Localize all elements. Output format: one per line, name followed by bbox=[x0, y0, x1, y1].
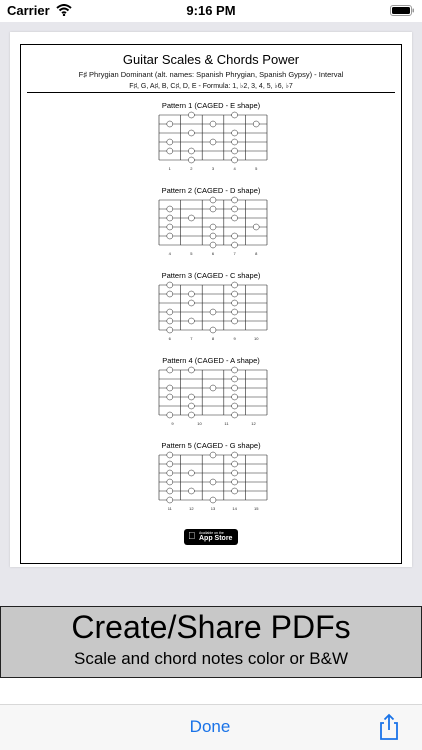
fretboard-diagram bbox=[139, 368, 289, 432]
note-marker bbox=[188, 403, 194, 409]
pattern-label: Pattern 3 (CAGED - C shape) bbox=[161, 271, 261, 280]
fret-number: 7 bbox=[190, 336, 193, 341]
note-marker bbox=[253, 121, 259, 127]
note-marker bbox=[167, 461, 173, 467]
scale-notes-formula: F♯, G, A♯, B, C♯, D, E - Formula: 1, ♭2, 3, 4, 5, ♭6, ♭7 bbox=[129, 83, 293, 90]
note-marker bbox=[210, 385, 216, 391]
note-marker bbox=[210, 139, 216, 145]
note-marker bbox=[167, 148, 173, 154]
fret-number: 12 bbox=[189, 506, 194, 511]
store-badge-text: App Store bbox=[199, 535, 233, 542]
note-marker bbox=[210, 497, 216, 503]
note-marker bbox=[210, 479, 216, 485]
banner-subtitle: Scale and chord notes color or B&W bbox=[73, 649, 349, 668]
fret-number: 3 bbox=[211, 166, 215, 171]
fret-number: 12 bbox=[251, 421, 256, 426]
note-marker bbox=[167, 385, 173, 391]
note-marker bbox=[232, 394, 238, 400]
fret-number: 6 bbox=[168, 336, 171, 341]
note-marker bbox=[188, 367, 194, 373]
fretboard-diagram bbox=[139, 283, 289, 347]
note-marker bbox=[167, 367, 173, 373]
note-marker bbox=[232, 233, 238, 239]
share-icon[interactable] bbox=[376, 713, 402, 741]
fret-number: 9 bbox=[171, 421, 174, 426]
note-marker bbox=[188, 300, 194, 306]
note-marker bbox=[167, 139, 173, 145]
note-marker bbox=[210, 452, 216, 458]
note-marker bbox=[167, 394, 173, 400]
pattern-label: Pattern 5 (CAGED - G shape) bbox=[161, 441, 261, 450]
note-marker bbox=[167, 452, 173, 458]
fret-number: 4 bbox=[233, 166, 236, 171]
clock: 9:16 PM bbox=[186, 3, 236, 18]
pattern-label: Pattern 4 (CAGED - A shape) bbox=[162, 356, 260, 365]
note-marker bbox=[167, 224, 173, 230]
fret-number: 5 bbox=[255, 166, 258, 171]
note-marker bbox=[232, 479, 238, 485]
note-marker bbox=[232, 242, 238, 248]
note-marker bbox=[253, 224, 259, 230]
note-marker bbox=[232, 470, 238, 476]
note-marker bbox=[210, 233, 216, 239]
note-marker bbox=[188, 394, 194, 400]
store-badge-small-text: Available on the bbox=[199, 531, 224, 535]
note-marker bbox=[188, 130, 194, 136]
note-marker bbox=[167, 233, 173, 239]
fret-number: 2 bbox=[190, 166, 193, 171]
fret-number: 9 bbox=[233, 336, 236, 341]
fret-number: 4 bbox=[168, 251, 171, 256]
bottom-toolbar bbox=[0, 704, 422, 750]
note-marker bbox=[232, 488, 238, 494]
note-marker bbox=[232, 385, 238, 391]
note-marker bbox=[232, 206, 238, 212]
fret-number: 1 bbox=[168, 166, 171, 171]
fret-number: 14 bbox=[232, 506, 237, 511]
note-marker bbox=[167, 497, 173, 503]
fret-number: 5 bbox=[190, 251, 193, 256]
note-marker bbox=[188, 291, 194, 297]
note-marker bbox=[232, 403, 238, 409]
fret-number: 8 bbox=[211, 336, 215, 341]
note-marker bbox=[232, 157, 238, 163]
note-marker bbox=[188, 318, 194, 324]
note-marker bbox=[210, 197, 216, 203]
fret-number: 13 bbox=[210, 506, 216, 511]
note-marker bbox=[232, 452, 238, 458]
note-marker bbox=[167, 488, 173, 494]
note-marker bbox=[232, 282, 238, 288]
note-marker bbox=[232, 130, 238, 136]
fret-number: 11 bbox=[224, 421, 229, 426]
fret-number: 10 bbox=[253, 336, 259, 341]
note-marker bbox=[188, 157, 194, 163]
status-bar bbox=[0, 0, 422, 22]
note-marker bbox=[210, 242, 216, 248]
fretboard-diagram bbox=[139, 453, 289, 517]
note-marker bbox=[232, 197, 238, 203]
fret-number: 11 bbox=[167, 506, 172, 511]
note-marker bbox=[167, 121, 173, 127]
note-marker bbox=[188, 112, 194, 118]
note-marker bbox=[232, 139, 238, 145]
fret-number: 8 bbox=[255, 251, 258, 256]
note-marker bbox=[167, 479, 173, 485]
note-marker bbox=[232, 367, 238, 373]
scale-name: F♯ Phrygian Dominant (alt. names: Spanish Phrygian, Spanish Gypsy) - Interval bbox=[78, 70, 344, 79]
done-button[interactable]: Done bbox=[189, 717, 231, 736]
note-marker bbox=[167, 215, 173, 221]
fret-number: 15 bbox=[253, 506, 259, 511]
note-marker bbox=[210, 327, 216, 333]
page-frame bbox=[20, 44, 402, 564]
carrier-label: Carrier bbox=[7, 3, 50, 18]
note-marker bbox=[188, 148, 194, 154]
apple-logo-icon bbox=[188, 531, 196, 543]
promo-banner bbox=[0, 606, 422, 678]
pdf-preview-area[interactable] bbox=[0, 22, 422, 606]
note-marker bbox=[232, 412, 238, 418]
note-marker bbox=[167, 309, 173, 315]
note-marker bbox=[167, 282, 173, 288]
note-marker bbox=[188, 470, 194, 476]
note-marker bbox=[210, 224, 216, 230]
note-marker bbox=[188, 215, 194, 221]
fret-number: 7 bbox=[233, 251, 236, 256]
pattern-label: Pattern 1 (CAGED - E shape) bbox=[161, 101, 261, 110]
note-marker bbox=[188, 488, 194, 494]
note-marker bbox=[210, 309, 216, 315]
note-marker bbox=[210, 206, 216, 212]
note-marker bbox=[232, 318, 238, 324]
document-title: Guitar Scales & Chords Power bbox=[122, 52, 300, 67]
fretboard-diagram bbox=[139, 198, 289, 262]
note-marker bbox=[232, 300, 238, 306]
fretboard-diagram bbox=[139, 113, 289, 177]
fret-number: 10 bbox=[197, 421, 202, 426]
note-marker bbox=[232, 309, 238, 315]
battery-icon bbox=[390, 5, 414, 16]
note-marker bbox=[167, 318, 173, 324]
note-marker bbox=[232, 376, 238, 382]
note-marker bbox=[232, 461, 238, 467]
note-marker bbox=[188, 412, 194, 418]
note-marker bbox=[232, 112, 238, 118]
note-marker bbox=[210, 121, 216, 127]
note-marker bbox=[167, 291, 173, 297]
app-store-badge bbox=[184, 529, 238, 545]
note-marker bbox=[167, 327, 173, 333]
pattern-label: Pattern 2 (CAGED - D shape) bbox=[161, 186, 261, 195]
note-marker bbox=[232, 148, 238, 154]
note-marker bbox=[167, 412, 173, 418]
banner-title: Create/Share PDFs bbox=[71, 609, 351, 645]
note-marker bbox=[167, 206, 173, 212]
note-marker bbox=[232, 215, 238, 221]
note-marker bbox=[232, 291, 238, 297]
pdf-page bbox=[10, 32, 412, 567]
fret-number: 6 bbox=[211, 251, 215, 256]
header-divider bbox=[27, 92, 395, 93]
note-marker bbox=[167, 470, 173, 476]
